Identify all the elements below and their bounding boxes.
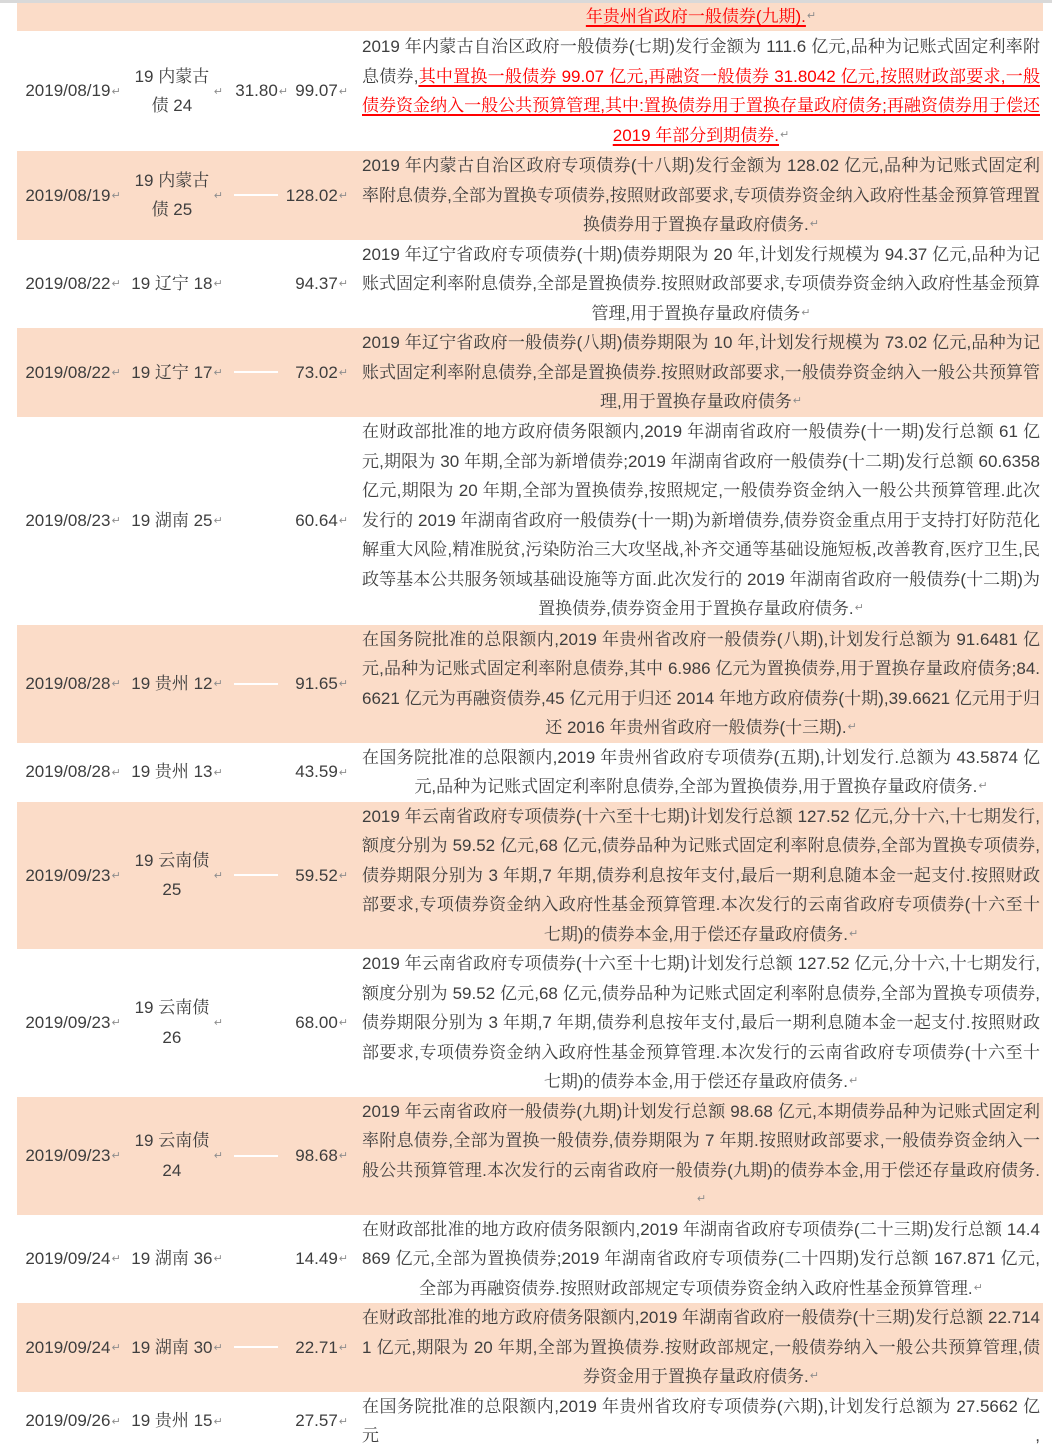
table-row [17, 3, 1043, 31]
paragraph-mark: ↵ [338, 84, 348, 98]
description-text [362, 1215, 1040, 1304]
table-row [17, 1392, 1043, 1451]
description-cell [348, 625, 1043, 743]
primary-value-text: 60.64 [295, 510, 338, 530]
table-row [17, 802, 1043, 950]
description-cell [348, 417, 1043, 625]
description-cell [348, 802, 1043, 950]
description-cell [348, 240, 1043, 329]
date-text: 2019/08/19 [25, 185, 111, 205]
date-text: 2019/09/23 [25, 1145, 111, 1165]
description-segment: 在国务院批准的总限额内,2019 年贵州省改府一般债券(八期),计划发行总额为 91.6481 亿元,品种为记账式固定利率附息债券,其中 6.986 亿元为置换债券,用于置换存量政府债务;84.6621 亿元为再融资债券,45 亿元用于归还 2014 年地方政府债券(十期),39.6621 亿元用于归还 2016 年贵州省政府一般债券(十三期). [362, 629, 1040, 737]
paragraph-mark: ↵ [338, 1149, 348, 1162]
description-highlighted-segment: 其中置换一般债券 99.07 亿元,再融资一般债券 31.8042 亿元,按照财政部要求,一般债券资金纳入一般公共预算管理,其中:置换债券用于置换存量政府债务;再融资债券用于偿还 2019 年部分到期债券. [362, 66, 1040, 145]
paragraph-mark: ↵ [847, 720, 857, 733]
primary-value-text: 14.49 [295, 1249, 338, 1268]
paragraph-mark: ↵ [848, 926, 859, 940]
paragraph-mark: ↵ [213, 1414, 223, 1428]
dash-placeholder [234, 371, 278, 373]
paragraph-mark: ↵ [111, 84, 121, 98]
bond-name-cell [129, 240, 225, 329]
primary-value-text: 27.57 [295, 1411, 338, 1431]
dash-placeholder [234, 874, 278, 876]
paragraph-mark: ↵ [111, 277, 121, 291]
paragraph-mark: ↵ [806, 9, 817, 23]
paragraph-mark: ↵ [111, 1414, 121, 1428]
primary-value-text: 99.07 [295, 81, 338, 101]
paragraph-mark: ↵ [978, 779, 988, 792]
primary-value-text: 68.00 [295, 1013, 338, 1032]
date-text: 2019/08/22 [25, 362, 111, 382]
bond-name-text: 19 云南债 25 [134, 850, 210, 900]
secondary-value-cell [225, 1392, 288, 1451]
bond-name-cell [129, 328, 225, 417]
table-row [17, 1215, 1043, 1304]
date-cell [17, 31, 129, 151]
description-segment: 在国务院批准的总限额内,2019 年贵州省政府专项债券(五期),计划发行.总额为 43.5874 亿元,品种为记账式固定利率附息债券,全部为置换债券,用于置换存量政府债务. [362, 747, 1040, 796]
primary-value-cell [288, 1303, 348, 1392]
description-text [362, 1392, 1040, 1451]
description-text [362, 3, 1040, 31]
description-cell [348, 1303, 1043, 1392]
description-segment: 2019 年内蒙古自治区政府专项债券(十八期)发行金额为 128.02 亿元,品种为记账式固定利率附息债券,全部为置换专项债券,按照财政部要求,专项债券资金纳入政府性基金预算管理置换债券用于置换存量政府债务. [362, 156, 1040, 234]
paragraph-mark: ↵ [338, 1340, 348, 1354]
secondary-value-cell [225, 802, 288, 950]
secondary-value-cell [225, 1097, 288, 1215]
paragraph-mark: ↵ [213, 1149, 223, 1162]
date-cell [17, 1392, 129, 1451]
table-row [17, 240, 1043, 329]
bond-name-text: 19 云南债 24 [134, 1131, 210, 1180]
paragraph-mark: ↵ [338, 1252, 348, 1266]
primary-value-cell [288, 328, 348, 417]
description-text [362, 32, 1040, 150]
table-row [17, 743, 1043, 802]
bond-name-text: 19 辽宁 18 [131, 274, 213, 293]
dash-placeholder [234, 520, 278, 522]
bond-name-text: 19 辽宁 17 [131, 362, 213, 382]
table-row [17, 151, 1043, 240]
paragraph-mark: ↵ [111, 765, 121, 779]
date-text: 2019/08/22 [25, 274, 111, 293]
bond-name-cell [129, 1097, 225, 1215]
paragraph-mark: ↵ [973, 1280, 983, 1294]
primary-value-cell [288, 802, 348, 950]
paragraph-mark: ↵ [213, 514, 223, 527]
bond-name-cell [129, 417, 225, 625]
paragraph-mark: ↵ [809, 1369, 819, 1382]
dash-placeholder [234, 1420, 278, 1422]
description-text [362, 240, 1040, 329]
date-cell [17, 1303, 129, 1392]
paragraph-mark: ↵ [338, 514, 348, 527]
description-text [362, 743, 1040, 802]
date-cell [17, 743, 129, 802]
table-row [17, 949, 1043, 1097]
date-cell [17, 802, 129, 950]
description-cell [348, 1215, 1043, 1304]
description-segment: 在国务院批准的总限额内,2019 年贵州省玫府专项债券(六期),计划发行总额为 27.5662 亿元, [362, 1396, 1040, 1445]
secondary-value-cell [225, 151, 288, 240]
date-cell [17, 328, 129, 417]
dash-placeholder [234, 283, 278, 285]
date-cell [17, 1097, 129, 1215]
paragraph-mark: ↵ [213, 84, 223, 98]
paragraph-mark: ↵ [696, 1192, 707, 1205]
secondary-value-cell [225, 417, 288, 625]
primary-value-cell [288, 417, 348, 625]
description-text [362, 625, 1040, 743]
dash-placeholder [234, 194, 278, 196]
primary-value-text: 43.59 [295, 762, 338, 782]
paragraph-mark: ↵ [338, 277, 348, 291]
paragraph-mark: ↵ [213, 868, 223, 882]
paragraph-mark: ↵ [801, 305, 811, 319]
bond-name-cell [129, 1392, 225, 1451]
primary-value-cell [288, 3, 348, 31]
dash-placeholder [234, 1258, 278, 1260]
date-cell [17, 417, 129, 625]
bond-name-text: 19 贵州 13 [131, 762, 213, 782]
secondary-value-cell [225, 1303, 288, 1392]
primary-value-text: 98.68 [295, 1145, 338, 1165]
table-row [17, 328, 1043, 417]
bond-name-cell [129, 31, 225, 151]
bond-name-cell [129, 802, 225, 950]
bond-table [17, 3, 1043, 1451]
secondary-value-cell [225, 949, 288, 1097]
description-text [362, 328, 1040, 417]
primary-value-cell [288, 1097, 348, 1215]
date-cell [17, 3, 129, 31]
paragraph-mark: ↵ [809, 217, 819, 230]
description-cell [348, 949, 1043, 1097]
description-cell [348, 1097, 1043, 1215]
primary-value-text: 91.65 [295, 673, 338, 693]
dash-placeholder [234, 1022, 278, 1024]
description-cell [348, 31, 1043, 151]
primary-value-cell [288, 625, 348, 743]
bond-name-text: 19 云南债 26 [134, 998, 210, 1047]
table-row [17, 417, 1043, 625]
paragraph-mark: ↵ [213, 1016, 223, 1030]
primary-value-text: 59.52 [295, 865, 338, 885]
primary-value-cell [288, 31, 348, 151]
description-text [362, 151, 1040, 240]
date-cell [17, 1215, 129, 1304]
paragraph-mark: ↵ [213, 188, 223, 202]
description-segment: 2019 年辽宁省政府一般债券(八期)债券期限为 10 年,计划发行规模为 73.02 亿元,品种为记账式固定利率附息债券,全部是置换债券.按照财政部要求,一般债券资金纳入一般公共预算管理,用于置换存量政府债务 [362, 333, 1040, 411]
description-cell [348, 1392, 1043, 1451]
description-cell [348, 328, 1043, 417]
description-cell [348, 3, 1043, 31]
table-row [17, 1303, 1043, 1392]
description-text [362, 802, 1040, 950]
primary-value-text: 128.02 [285, 185, 338, 205]
secondary-value-cell [225, 3, 288, 31]
description-text [362, 1097, 1040, 1215]
primary-value-cell [288, 1392, 348, 1451]
dash-placeholder [234, 1155, 278, 1157]
secondary-value-cell [225, 625, 288, 743]
paragraph-mark: ↵ [111, 365, 121, 379]
paragraph-mark: ↵ [848, 1074, 859, 1087]
description-text [362, 949, 1040, 1097]
paragraph-mark: ↵ [213, 277, 223, 291]
secondary-value-cell [225, 240, 288, 329]
paragraph-mark: ↵ [213, 1252, 223, 1266]
description-segment: 在财政部批准的地方政府债务限额内,2019 年湖南省政府一般债券(十三期)发行总额 22.7141 亿元,期限为 20 年期,全部为置换债券.按财政部规定,一般债券纳入一般公共预算管理,债券资金用于置换存量政府债务. [362, 1308, 1040, 1386]
paragraph-mark: ↵ [854, 601, 864, 615]
bond-name-cell [129, 3, 225, 31]
date-text: 2019/08/28 [25, 673, 111, 693]
paragraph-mark: ↵ [213, 365, 223, 379]
paragraph-mark: ↵ [278, 84, 288, 98]
paragraph-mark: ↵ [338, 1016, 348, 1030]
secondary-value-text: 31.80 [235, 81, 278, 101]
date-cell [17, 625, 129, 743]
paragraph-mark: ↵ [111, 514, 121, 527]
dash-placeholder [234, 1346, 278, 1348]
paragraph-mark: ↵ [213, 1340, 223, 1354]
table-row [17, 625, 1043, 743]
secondary-value-cell [225, 328, 288, 417]
date-text: 2019/08/19 [25, 81, 111, 101]
primary-value-text: 73.02 [295, 362, 338, 382]
date-text: 2019/09/24 [25, 1337, 111, 1357]
primary-value-cell [288, 743, 348, 802]
date-text: 2019/08/23 [25, 510, 111, 530]
description-segment: 2019 年内蒙古自治区政府一般债券(七期)发行金额为 111.6 亿元,品种为记账式固定利率附息债券, [362, 37, 1040, 86]
bond-name-cell [129, 743, 225, 802]
date-cell [17, 151, 129, 240]
secondary-value-cell [225, 31, 288, 151]
dash-placeholder [234, 683, 278, 685]
bond-name-text: 19 湖南 36 [131, 1249, 213, 1268]
primary-value-cell [288, 240, 348, 329]
bond-name-text: 19 贵州 15 [131, 1411, 213, 1431]
dash-placeholder [234, 771, 278, 773]
paragraph-mark: ↵ [111, 1340, 121, 1354]
date-text: 2019/09/26 [25, 1411, 111, 1431]
paragraph-mark: ↵ [111, 1149, 121, 1162]
secondary-value-cell [225, 1215, 288, 1304]
paragraph-mark: ↵ [780, 127, 790, 141]
paragraph-mark: ↵ [338, 1414, 348, 1428]
primary-value-text: 22.71 [295, 1337, 338, 1357]
description-segment: 2019 年辽宁省政府专项债券(十期)债券期限为 20 年,计划发行规模为 94.37 亿元,品种为记账式固定利率附息债券,全部是置换债券.按照财政部要求,专项债券资金纳入政府性基金预算管理,用于置换存量政府债务 [362, 244, 1040, 323]
date-text: 2019/09/23 [25, 1013, 111, 1032]
paragraph-mark: ↵ [111, 1016, 121, 1030]
bond-name-text: 19 贵州 12 [131, 673, 213, 693]
description-cell [348, 151, 1043, 240]
description-text [362, 417, 1040, 624]
paragraph-mark: ↵ [111, 677, 121, 690]
date-text: 2019/09/23 [25, 865, 111, 885]
paragraph-mark: ↵ [111, 868, 121, 882]
primary-value-cell [288, 949, 348, 1097]
date-text: 2019/08/28 [25, 762, 111, 782]
paragraph-mark: ↵ [338, 868, 348, 882]
secondary-value-cell [225, 743, 288, 802]
description-segment: 在财政部批准的地方政府债务限额内,2019 年湖南省政府专项债券(二十三期)发行总额 14.4869 亿元,全部为置换债券;2019 年湖南省政府专项债券(二十四期)发行总额 167.871 亿元,全部为再融资债券.按照财政部规定专项债券资金纳入政府性基金预算管理. [362, 1219, 1040, 1298]
description-segment: 2019 年云南省政府专项债券(十六至十七期)计划发行总额 127.52 亿元,分十六,十七期发行,额度分别为 59.52 亿元,68 亿元,债券品种为记账式固定利率附息债券,全部为置换专项债券,债券期限分别为 3 年期,7 年期,债券利息按年支付,最后一期利息随本金一起支付.按照财政部要求,专项债券资金纳入政府性基金预算管理.本次发行的云南省政府专项债券(十六至十七期)的债券本金,用于偿还存量政府债务. [362, 806, 1040, 944]
bond-name-text: 19 湖南 25 [131, 510, 213, 530]
paragraph-mark: ↵ [213, 765, 223, 779]
paragraph-mark: ↵ [338, 365, 348, 379]
paragraph-mark: ↵ [338, 677, 348, 690]
paragraph-mark: ↵ [792, 394, 802, 407]
primary-value-text: 94.37 [295, 274, 338, 293]
primary-value-cell [285, 151, 348, 240]
bond-name-text: 19 内蒙古债 24 [134, 66, 210, 115]
date-cell [17, 240, 129, 329]
description-text [362, 1303, 1040, 1392]
paragraph-mark: ↵ [111, 1252, 121, 1266]
bond-name-cell [129, 1303, 225, 1392]
bond-name-cell [129, 1215, 225, 1304]
bond-name-text: 19 湖南 30 [131, 1337, 213, 1357]
description-segment: 2019 年云南省政府一般债券(九期)计划发行总额 98.68 亿元,本期债券品种为记账式固定利率附息债券,全部为置换一般债券,债券期限为 7 年期.按照财政部要求,一般债券资金纳入一般公共预算管理.本次发行的云南省政府一般债券(九期)的债券本金,用于偿还存量政府债务. [362, 1101, 1040, 1180]
bond-name-cell [129, 949, 225, 1097]
table-row [17, 1097, 1043, 1215]
description-cell [348, 743, 1043, 802]
table-row [17, 31, 1043, 151]
primary-value-cell [288, 1215, 348, 1304]
date-text: 2019/09/24 [25, 1249, 111, 1268]
description-highlighted-segment: 年贵州省政府一般债券(九期). [585, 7, 806, 27]
description-segment: 在财政部批准的地方政府债务限额内,2019 年湖南省政府一般债券(十一期)发行总额 61 亿元,期限为 30 年期,全部为新增债券;2019 年湖南省政府一般债券(十二期)发行总额 60.6358 亿元,期限为 20 年期,全部为置换债券,按照规定,一般债券资金纳入一般公共预算管理.此次发行的 2019 年湖南省政府一般债券(十一期)为新增债券,债券资金重点用于支持打好防范化解重大风险,精准脱贫,污染防治三大攻坚战,补齐交通等基础设施短板,改善教育,医疗卫生,民政等基本公共服务领域基础设施等方面.此次发行的 2019 年湖南省政府一般债券(十二期)为置换债券,债券资金用于置换存量政府债务. [362, 422, 1040, 619]
paragraph-mark: ↵ [111, 188, 121, 202]
paragraph-mark: ↵ [213, 677, 223, 690]
paragraph-mark: ↵ [338, 188, 348, 202]
bond-name-text: 19 内蒙古债 25 [134, 170, 210, 220]
date-cell [17, 949, 129, 1097]
description-segment: 2019 年云南省政府专项债券(十六至十七期)计划发行总额 127.52 亿元,分十六,十七期发行,额度分别为 59.52 亿元,68 亿元,债券品种为记账式固定利率附息债券,全部为置换专项债券,债券期限分别为 3 年期,7 年期,债券利息按年支付,最后一期利息随本金一起支付.按照财政部要求,专项债券资金纳入政府性基金预算管理.本次发行的云南省政府专项债券(十六至十七期)的债券本金,用于偿还存量政府债务. [362, 954, 1040, 1091]
paragraph-mark: ↵ [338, 765, 348, 779]
bond-name-cell [129, 151, 225, 240]
bond-name-cell [129, 625, 225, 743]
